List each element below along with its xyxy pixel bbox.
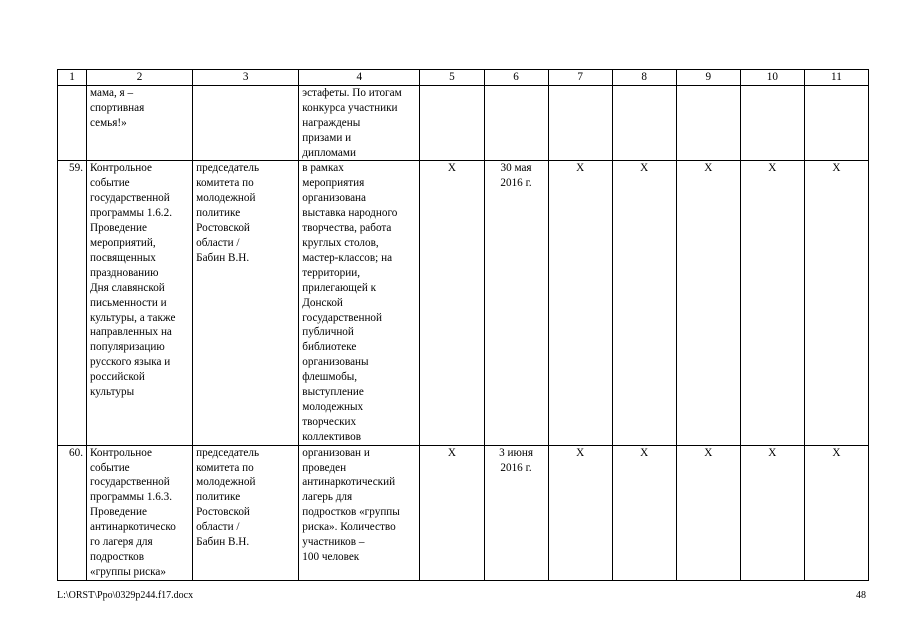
column-header: 7 [548, 70, 612, 86]
column-header: 1 [58, 70, 87, 86]
col7-cell: X [548, 161, 612, 445]
result-cell: организован и проведен антинаркотический лагерь для подростков «группы риска». Количество участников – 100 человек [299, 445, 420, 580]
page-number: 48 [856, 590, 866, 601]
report-table [57, 69, 869, 581]
result-cell: эстафеты. По итогам конкурса участники награждены призами и дипломами [299, 85, 420, 161]
col8-cell [612, 85, 676, 161]
col7-cell [548, 85, 612, 161]
col10-cell: X [740, 161, 804, 445]
table-row [58, 85, 869, 161]
column-header: 10 [740, 70, 804, 86]
col11-cell [804, 85, 868, 161]
responsible-cell [193, 85, 299, 161]
date-cell [484, 85, 548, 161]
col8-cell: X [612, 161, 676, 445]
event-cell: Контрольное событие государственной программы 1.6.2. Проведение мероприятий, посвященных празднованию Дня славянской письменности и культуры, а также направленных на популяризацию русского языка и российской культуры [87, 161, 193, 445]
event-cell: Контрольное событие государственной программы 1.6.3. Проведение антинаркотическо го лагеря для подростков «группы риска» [87, 445, 193, 580]
col8-cell: X [612, 445, 676, 580]
column-header: 4 [299, 70, 420, 86]
col9-cell: X [676, 161, 740, 445]
col5-cell [420, 85, 484, 161]
col5-cell: X [420, 445, 484, 580]
col10-cell [740, 85, 804, 161]
col9-cell: X [676, 445, 740, 580]
col10-cell: X [740, 445, 804, 580]
event-cell: мама, я – спортивная семья!» [87, 85, 193, 161]
column-header: 3 [193, 70, 299, 86]
column-header: 9 [676, 70, 740, 86]
column-header: 11 [804, 70, 868, 86]
col9-cell [676, 85, 740, 161]
column-header: 2 [87, 70, 193, 86]
table-row [58, 445, 869, 580]
column-header: 5 [420, 70, 484, 86]
result-cell: в рамках мероприятия организована выставка народного творчества, работа круглых столов, мастер-классов; на территории, прилегающей к Донской государственной публичной библиотеке организованы флешмобы, выступление молодежных творческих коллективов [299, 161, 420, 445]
row-number: 59. [58, 161, 87, 445]
col7-cell: X [548, 445, 612, 580]
table-header-row [58, 70, 869, 86]
date-cell: 30 мая 2016 г. [484, 161, 548, 445]
row-number [58, 85, 87, 161]
table-row [58, 161, 869, 445]
column-header: 8 [612, 70, 676, 86]
col11-cell: X [804, 161, 868, 445]
date-cell: 3 июня 2016 г. [484, 445, 548, 580]
row-number: 60. [58, 445, 87, 580]
responsible-cell: председатель комитета по молодежной политике Ростовской области / Бабин В.Н. [193, 161, 299, 445]
responsible-cell: председатель комитета по молодежной политике Ростовской области / Бабин В.Н. [193, 445, 299, 580]
col5-cell: X [420, 161, 484, 445]
footer-file-path: L:\ORST\Ppo\0329p244.f17.docx [57, 590, 194, 601]
column-header: 6 [484, 70, 548, 86]
col11-cell: X [804, 445, 868, 580]
